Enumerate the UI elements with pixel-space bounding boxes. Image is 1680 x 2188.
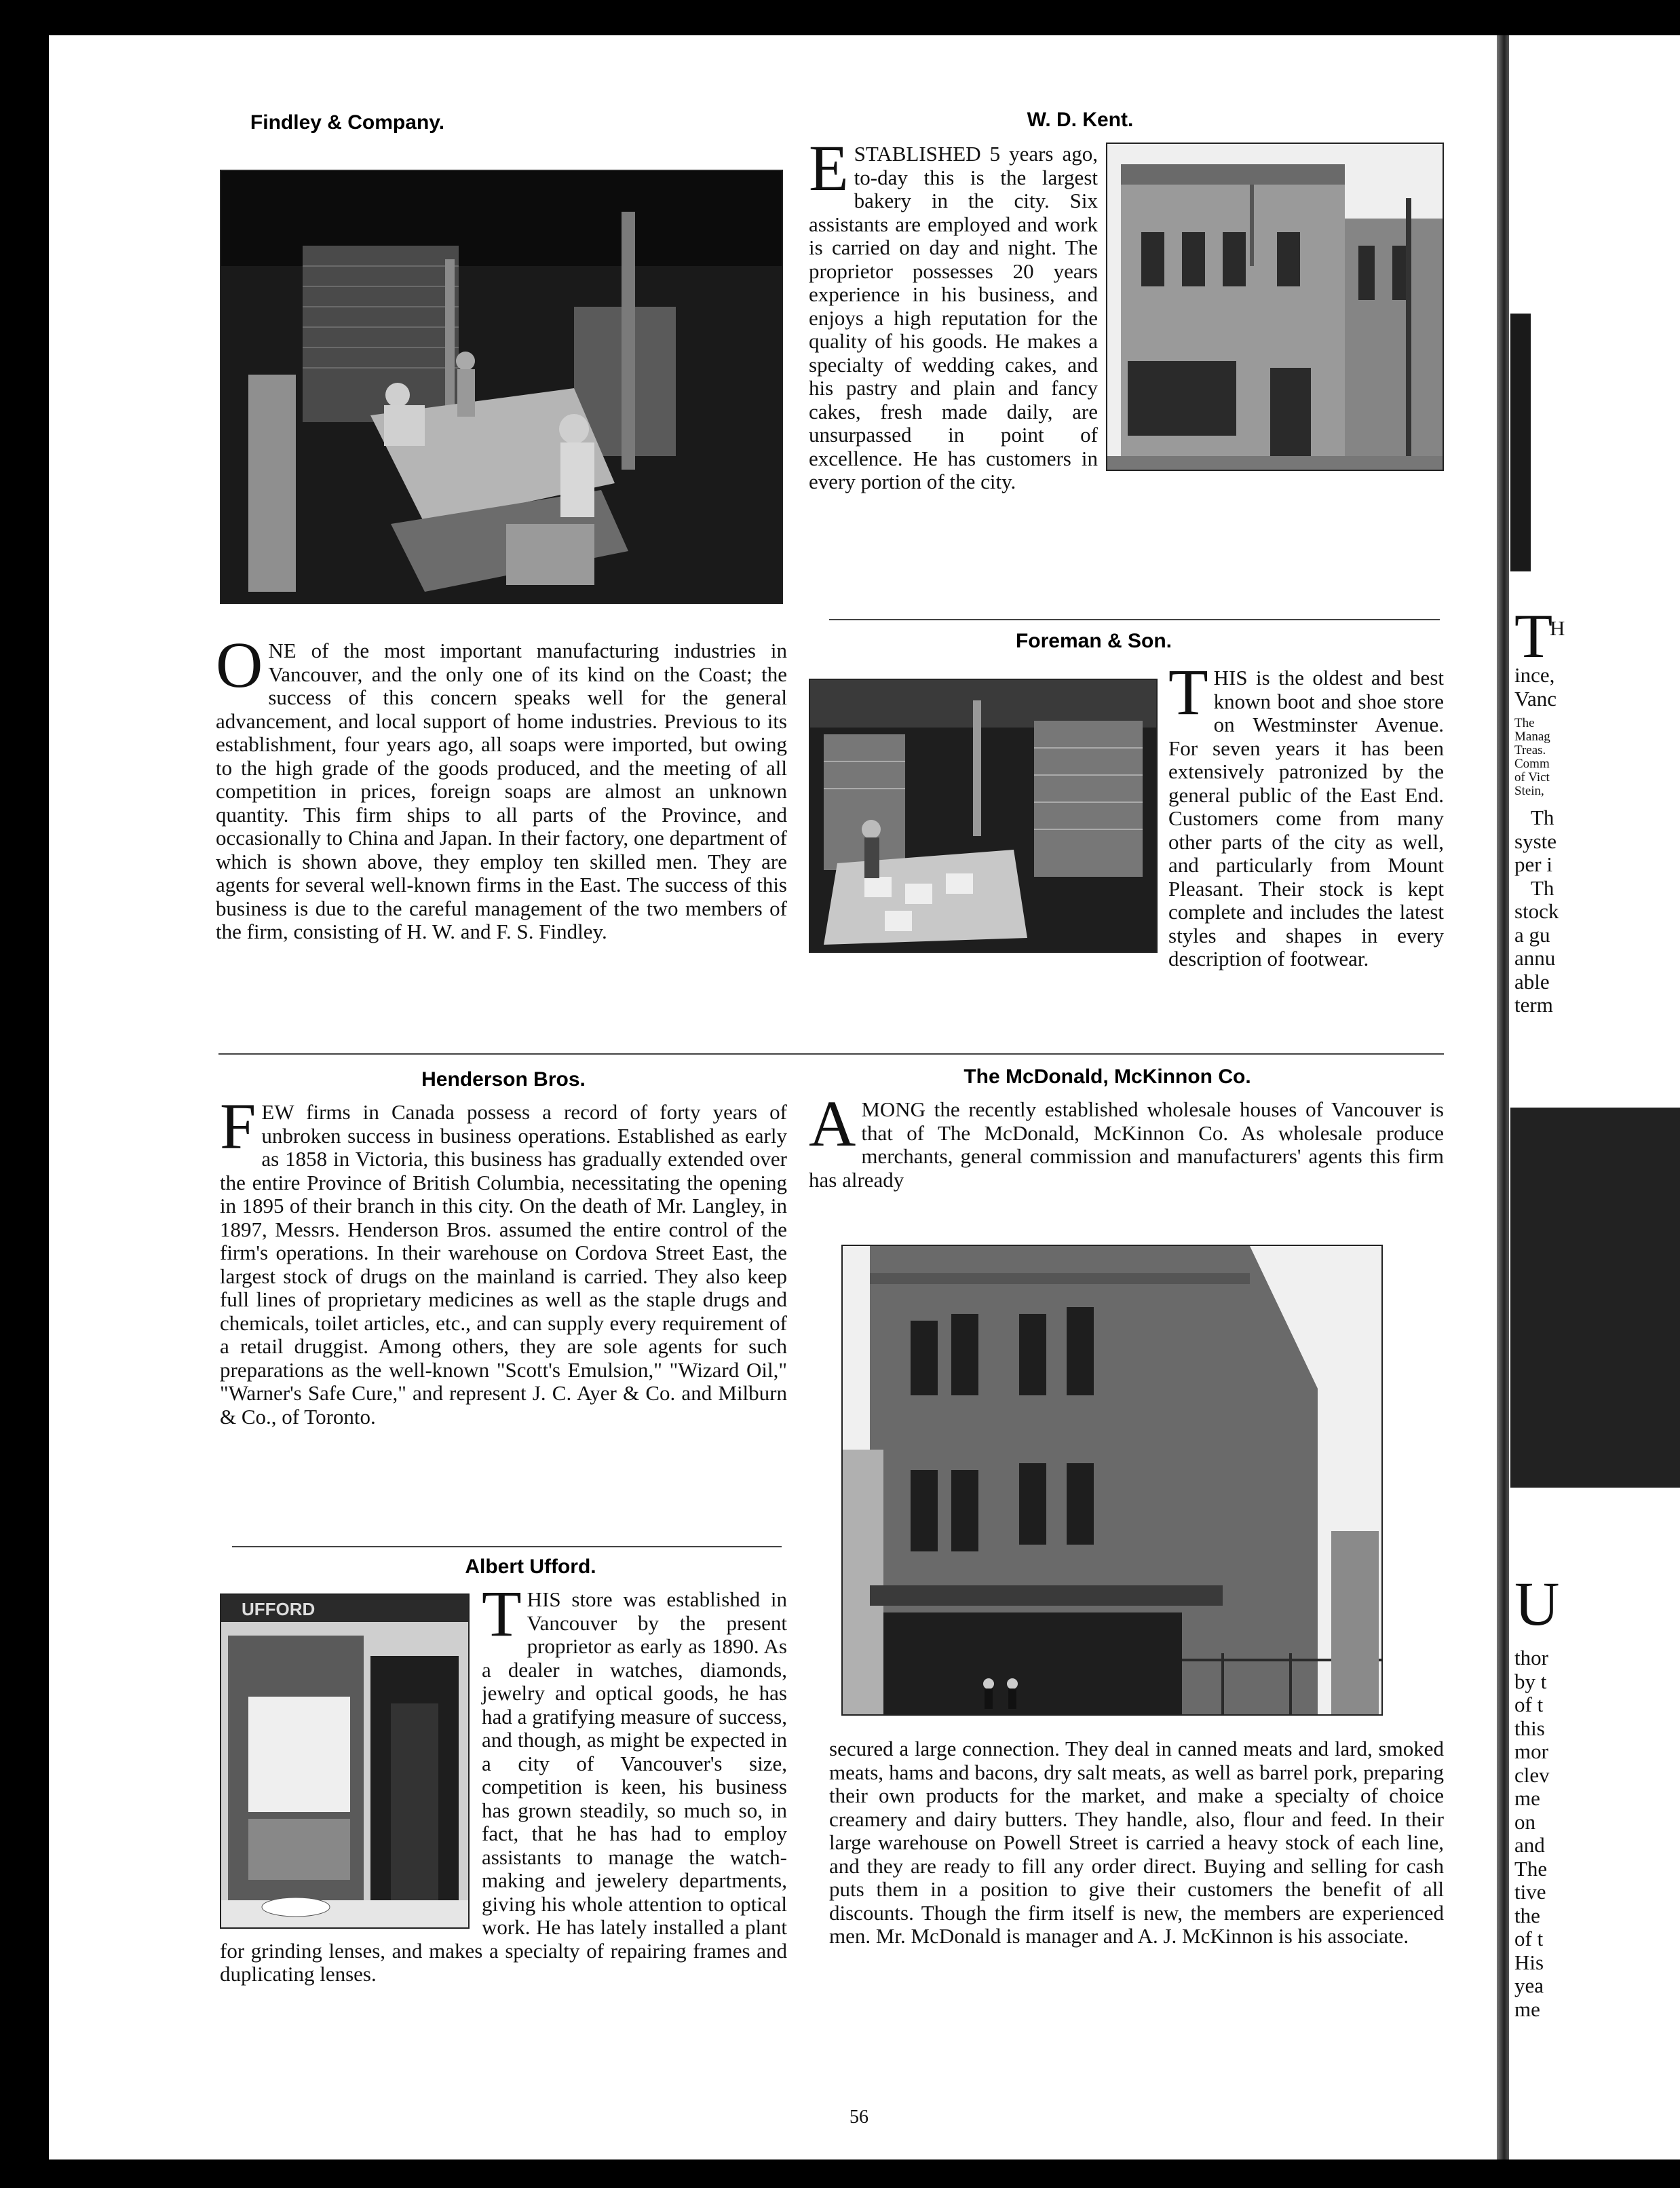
shoe-store-interior-photo (809, 679, 1158, 953)
adjacent-line: of t (1514, 1927, 1544, 1950)
foreman-heading: Foreman & Son. (1015, 630, 1172, 652)
findley-dropcap: O (216, 628, 263, 701)
adjacent-line: stock (1514, 899, 1559, 923)
henderson-divider (232, 1546, 782, 1547)
kent-text: STABLISHED 5 years ago, to-day this is the largest bakery in the city. Six assistants are employed and work is carried on day and night. The proprietor possesses 20 years experience in his business, and enjoys a high reputation for the quality of his goods. He makes a specialty of wedding cakes, and his pastry and plain and fancy cakes, fresh made daily, are unsurpassed in point of excellence. He has customers in every portion of the city. (809, 142, 1098, 493)
soap-factory-photo (220, 170, 783, 604)
adjacent-line: me (1514, 1786, 1540, 1810)
mcdonald-heading: The McDonald, McKinnon Co. (963, 1065, 1251, 1088)
adjacent-line: of t (1514, 1693, 1544, 1716)
ufford-heading: Albert Ufford. (465, 1555, 596, 1578)
findley-body (216, 628, 787, 944)
findley-text: NE of the most important manufacturing industries in Vancouver, and the only one of its kind on the Coast; the success of this concern speaks well for the general advancement, and local support of home industries. Previous to its establishment, four years ago, all soaps were imported, but owing to the high grade of the goods produced, and the meeting of all competition in prices, foreign soaps are almost an unknown quantity. This firm ships to all parts of the Province, and occasionally to China and Japan. In their factory, one department of which is shown above, they employ ten skilled men. They are agents for several well-known firms in the East. The success of this business is due to the careful management of the two members of the firm, consisting of H. W. and F. S. Findley. (216, 639, 787, 943)
findley-heading: Findley & Company. (250, 111, 445, 134)
adjacent-line: H (1550, 616, 1565, 640)
adjacent-line: able (1514, 969, 1550, 994)
adjacent-line: Th (1531, 806, 1554, 829)
adjacent-line: Th (1531, 875, 1554, 900)
foreman-dropcap: T (1168, 656, 1208, 728)
adjacent-line: and (1514, 1833, 1545, 1857)
adjacent-line: per i (1514, 852, 1552, 876)
adjacent-line: mor (1514, 1739, 1548, 1763)
adjacent-line: His (1514, 1950, 1544, 1974)
ufford-body (220, 1577, 787, 1986)
adjacent-line: thor (1514, 1646, 1548, 1670)
adjacent-dropcap-2: U (1514, 1569, 1560, 1638)
foreman-text: HIS is the oldest and best known boot and shoe store on Westminster Avenue. For seven years it has been extensively patronized by the general public of the East End. Customers come from many other parts of the city as well, and particularly from Mount Pleasant. Their stock is kept complete and includes the latest styles and shapes in every description of footwear. (1168, 666, 1444, 970)
adjacent-line: term (1514, 993, 1553, 1017)
middle-divider (218, 1053, 1444, 1055)
adjacent-photo-bottom (1510, 1108, 1680, 1488)
adjacent-page (1509, 35, 1680, 2159)
adjacent-line: clev (1514, 1762, 1550, 1787)
henderson-dropcap: F (220, 1090, 256, 1163)
mcdonald-dropcap: A (809, 1087, 856, 1160)
henderson-body (220, 1090, 787, 1429)
warehouse-building-photo (841, 1245, 1383, 1716)
adjacent-small-line: Manag (1514, 730, 1550, 744)
mcdonald-text-top: MONG the recently established wholesale houses of Vancouver is that of The McDonald, McKinnon Co. As wholesale produce merchants, general commission and manufacturers' agents this firm has already (809, 1097, 1444, 1192)
adjacent-line: Vanc (1514, 687, 1557, 711)
adjacent-small-line: Stein, (1514, 784, 1544, 798)
ufford-storefront-photo (220, 1593, 470, 1929)
ufford-dropcap: T (482, 1577, 522, 1650)
page-gutter (1497, 35, 1509, 2159)
adjacent-line: this (1514, 1716, 1545, 1740)
adjacent-line: me (1514, 1997, 1540, 2021)
kent-heading: W. D. Kent. (1027, 109, 1134, 131)
kent-body (809, 132, 1444, 494)
page-number: 56 (849, 2107, 868, 2128)
adjacent-small-line: The (1514, 716, 1535, 730)
henderson-heading: Henderson Bros. (421, 1068, 586, 1091)
adjacent-line: ince, (1514, 663, 1555, 687)
adjacent-dropcap-1: T (1514, 601, 1553, 671)
foreman-body (809, 656, 1444, 971)
adjacent-line: the (1514, 1903, 1540, 1927)
adjacent-photo-top (1510, 314, 1531, 571)
mcdonald-text-bottom: secured a large connection. They deal in canned meats and lard, smoked meats, hams and bacons, dry salt meats, as well as barrel pork, preparing their own products for the market, and make a specialty of choice creamery and dairy butters. They handle, also, flour and feed. In their large warehouse on Powell Street is carried a heavy stock of each line, and they are ready to fill any order direct. Buying and selling for cash puts them in a position to give their customers the benefit of all discounts. Though the firm itself is new, the members are experienced men. Mr. McDonald is manager and A. J. McKinnon is his associate. (829, 1737, 1444, 1948)
adjacent-small-line: of Vict (1514, 770, 1550, 785)
mcdonald-body-top (809, 1087, 1444, 1192)
magazine-page (49, 35, 1506, 2159)
adjacent-line: a gu (1514, 922, 1550, 947)
adjacent-line: syste (1514, 829, 1557, 853)
adjacent-line: The (1514, 1856, 1548, 1881)
ufford-text: HIS store was established in Vancouver by the present proprietor as early as 1890. As a dealer in watches, diamonds, jewelry and optical goods, he has had a gratifying measure of success, and though, as might be expected in a city of Vancouver's size, competition is keen, his business has grown steadily, so much so, in fact, that he has had to employ assistants to manage the watch-making and jewelery departments, giving his whole attention to optical work. He has lately installed a plant for grinding lenses, and makes a specialty of repairing frames and duplicating lenses. (220, 1587, 787, 1986)
kent-divider (829, 619, 1440, 620)
adjacent-small-line: Comm (1514, 757, 1550, 771)
adjacent-line: annu (1514, 946, 1556, 970)
adjacent-small-line: Treas. (1514, 743, 1546, 757)
mcdonald-body-bottom (829, 1737, 1444, 1948)
adjacent-line: on (1514, 1809, 1535, 1834)
kent-dropcap: E (809, 132, 849, 204)
henderson-text: EW firms in Canada possess a record of forty years of unbroken success in business operations. Established as early as 1858 in Victoria, this business has gradually extended over the entire Province of British Columbia, necessitating the opening in 1895 of their branch in this city. On the death of Mr. Langley, in 1897, Messrs. Henderson Bros. assumed the entire control of the firm's operations. In their warehouse on Cordova Street East, the largest stock of drugs on the mainland is carried. They also keep full lines of proprietary medicines as well as the staple drugs and chemicals, toilet articles, etc., and can supply every requirement of a retail druggist. Among others, they are sole agents for such preparations as the well-known "Scott's Emulsion," "Wizard Oil," "Warner's Safe Cure," and represent J. C. Ayer & Co. and Milburn & Co., of Toronto. (220, 1100, 787, 1429)
ufford-sign: UFFORD (242, 1599, 316, 1619)
adjacent-line: tive (1514, 1880, 1546, 1904)
bakery-building-photo (1106, 143, 1444, 471)
adjacent-line: by t (1514, 1669, 1547, 1693)
adjacent-line: yea (1514, 1974, 1544, 1997)
